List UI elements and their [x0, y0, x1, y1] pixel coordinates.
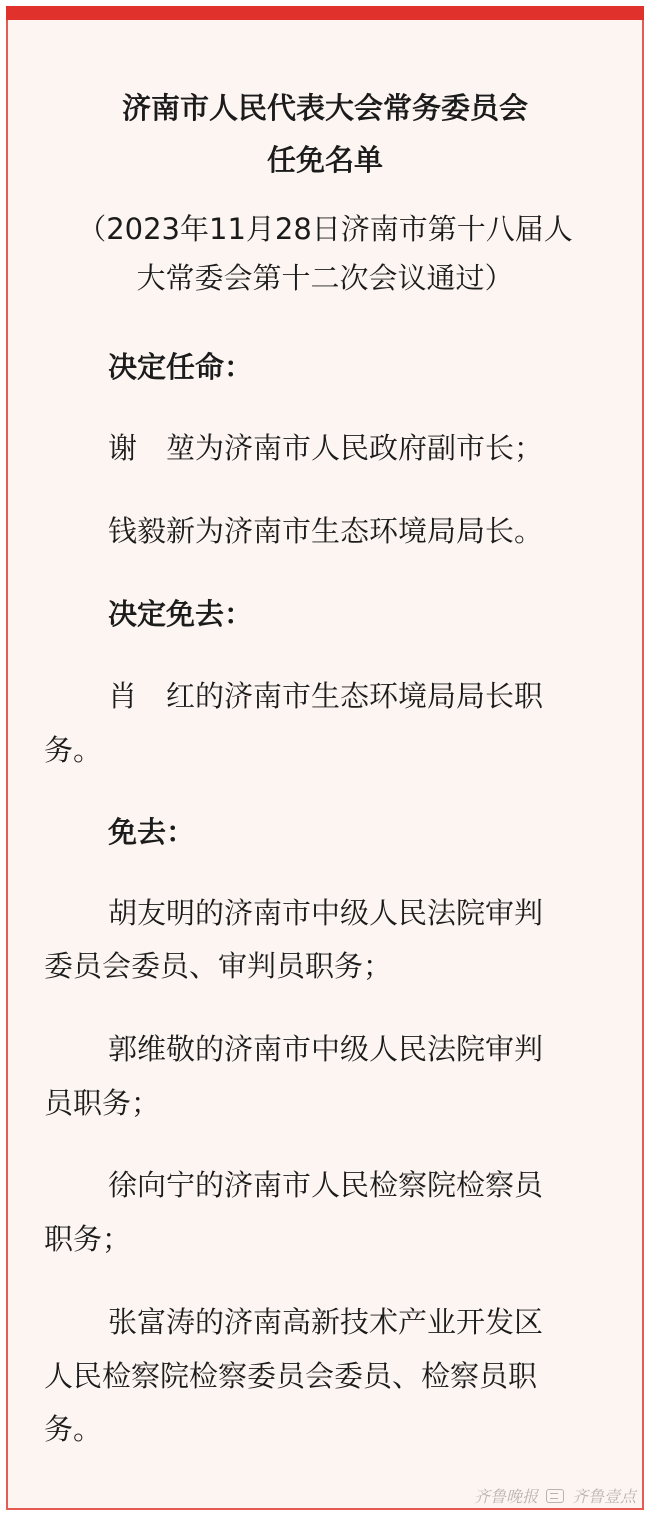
entry-line: 钱毅新为济南市生态环境局局长。 [108, 514, 544, 548]
meeting-note-line2: 大常委会第十二次会议通过） [136, 261, 514, 295]
entry-line: 务。 [44, 1412, 103, 1446]
entry-line: 徐向宁的济南市人民检察院检察员 [108, 1168, 544, 1202]
section-heading-appoint: 决定任命： [108, 350, 254, 384]
document-title-line1: 济南市人民代表大会常务委员会 [121, 91, 528, 125]
chat-bubble-icon [546, 1489, 564, 1503]
entry-line: 职务； [44, 1222, 132, 1256]
section-heading-remove: 免去： [108, 815, 196, 849]
entry-line: 谢 堃为济南市人民政府副市长； [108, 431, 544, 465]
meeting-note-line1: （2023年11月28日济南市第十八届人 [77, 212, 573, 246]
top-accent-bar [6, 6, 644, 20]
section-heading-remove-decision: 决定免去： [108, 597, 254, 631]
entry-line: 肖 红的济南市生态环境局局长职 [108, 679, 544, 713]
document-title-line2: 任免名单 [266, 143, 383, 177]
entry-line: 委员会委员、审判员职务； [44, 949, 393, 983]
watermark-right-text: 齐鲁壹点 [571, 1487, 636, 1506]
watermark [474, 1484, 636, 1507]
entry-line: 人民检察院检察委员会委员、检察员职 [44, 1359, 538, 1393]
entry-line: 务。 [44, 733, 103, 767]
entry-line: 员职务； [44, 1086, 161, 1120]
entry-line: 郭维敬的济南市中级人民法院审判 [108, 1032, 544, 1066]
entry-line: 张富涛的济南高新技术产业开发区 [108, 1305, 544, 1339]
watermark-left-text: 齐鲁晚报 [473, 1487, 538, 1506]
entry-line: 胡友明的济南市中级人民法院审判 [108, 896, 544, 930]
